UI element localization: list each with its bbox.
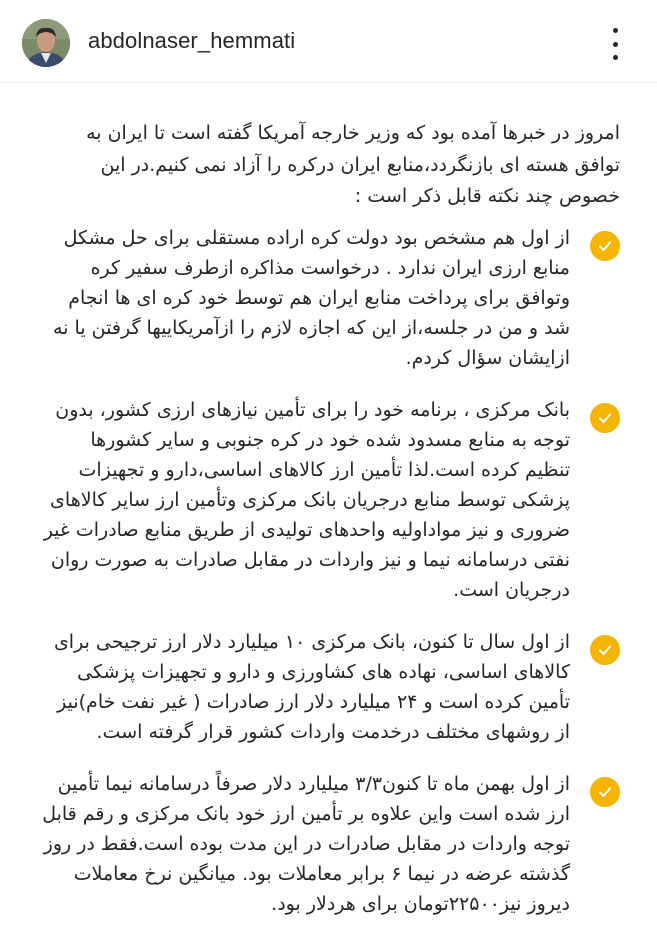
more-vertical-icon [613,28,618,33]
post-caption [40,118,620,941]
list-item [40,769,620,919]
avatar[interactable] [22,19,70,67]
list-item-text: از اول هم مشخص بود دولت کره اراده مستقلی برای حل مشکل منابع ارزی ایران ندارد . درخواست مذاکره ازطرف سفیر کره وتوافق برای پرداخت منابع ایران هم توسط خود کره ای ها انجام شد و من در جلسه،از این که اجازه لازم را ازآمریکاییها گرفتن یا نه ازایشان سؤال کردم. [53,226,570,369]
intro-paragraph: امروز در خبرها آمده بود که وزیر خارجه آمریکا گفته است تا ایران به توافق هسته ای بازنگردد،منابع ایران درکره را آزاد نمی کنیم.در این خصوص چند نکته قابل ذکر است : [86,122,620,207]
avatar-photo [22,19,70,67]
more-vertical-icon [613,42,618,47]
check-circle-icon [590,403,620,433]
post-header [0,0,657,83]
check-circle-icon [590,231,620,261]
list-item [40,627,620,747]
list-item-text: از اول سال تا کنون، بانک مرکزی ۱۰ میلیارد دلار ارز ترجیحی برای کالاهای اساسی، نهاده های کشاورزی و دارو و تجهیزات پزشکی تأمین کرده است و ۲۴ میلیارد دلار ارز صادرات ( غیر نفت خام)نیز از روشهای مختلف درخدمت واردات کشور قرار گرفته است. [53,630,570,743]
list-item-text: از اول بهمن ماه تا کنون۳/۳ میلیارد دلار صرفاً درسامانه نیما تأمین ارز شده است واین علاوه بر تأمین ارز خود بانک مرکزی و رقم قابل توجه واردات در مقابل صادرات در این مدت بوده است.فقط در روز گذشته عرضه در نیما ۶ برابر معاملات بود. میانگین نرخ معاملات دیروز نیز۲۲۵۰۰تومان برای هردلار بود. [42,772,570,915]
more-vertical-icon [613,55,618,60]
list-item [40,223,620,373]
check-circle-icon [590,777,620,807]
list-item [40,395,620,605]
username[interactable]: abdolnaser_hemmati [88,28,296,53]
list-item-text: بانک مرکزی ، برنامه خود را برای تأمین نیازهای ارزی کشور، بدون توجه به منابع مسدود شده خود در کره جنوبی و سایر کشورها تنظیم کرده است.لذا تأمین ارز کالاهای اساسی،دارو و تجهیزات پزشکی توسط منابع درجریان بانک مرکزی وتأمین ارز سایر کالاهای ضروری و نیز مواداولیه واحدهای تولیدی از طریق منابع صادرات غیر نفتی درسامانه نیما و نیز واردات در مقابل صادرات به صورت روان درجریان است. [43,398,570,601]
more-options-button[interactable] [608,28,622,60]
check-circle-icon [590,635,620,665]
